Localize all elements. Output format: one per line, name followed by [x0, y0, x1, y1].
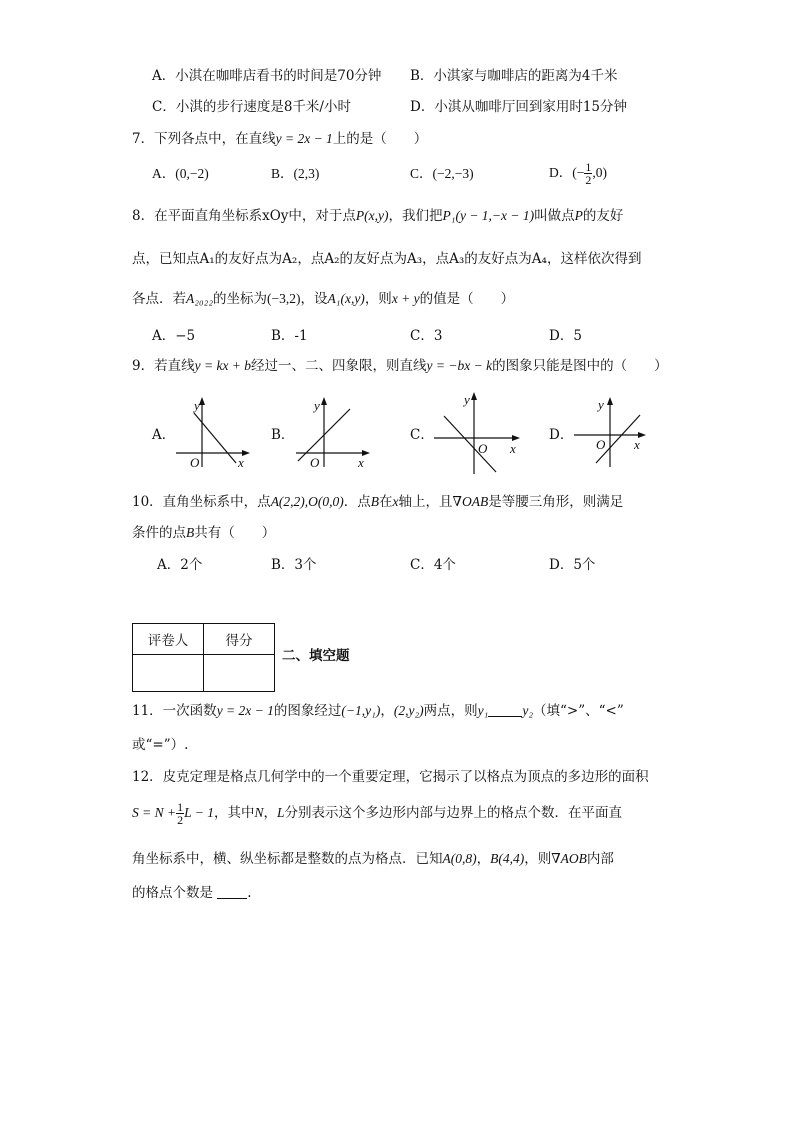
q6-option-d: D．小淇从咖啡厅回到家用时15分钟: [410, 99, 628, 115]
q7-stem: 7．下列各点中，在直线y = 2x − 1上的是（ ）: [132, 131, 428, 147]
score-table: [132, 623, 275, 692]
q10-option-d: D．5个: [549, 557, 596, 573]
q12-answer-blank[interactable]: [217, 886, 247, 899]
q11-answer-blank[interactable]: [488, 704, 522, 717]
svg-text:x: x: [634, 437, 640, 452]
score-cell: [204, 655, 275, 692]
q9-option-b-label: B．: [271, 427, 295, 443]
q6-option-a: A．小淇在咖啡店看书的时间是70分钟: [152, 68, 382, 84]
q7-option-a: A．(0,−2): [152, 166, 209, 181]
q9-option-a-label: A．: [152, 427, 176, 443]
svg-text:O: O: [478, 441, 488, 456]
q11-line-1: 11．一次函数y = 2x − 1的图象经过(−1,y₁)，(2,y₂)两点，则y₁ y₂（填“>”、“<”: [132, 703, 624, 719]
q9-option-d-label: D．: [549, 427, 574, 443]
svg-text:y: y: [194, 398, 200, 413]
q12-line-1: 12．皮克定理是格点几何学中的一个重要定理，它揭示了以格点为顶点的多边形的面积: [132, 769, 649, 785]
q12-line-4: 的格点个数是 .: [132, 885, 252, 901]
q8-option-b: B．-1: [271, 328, 308, 344]
graph-line: [444, 416, 496, 472]
svg-text:x: x: [358, 455, 364, 470]
svg-text:y: y: [464, 392, 470, 407]
svg-text:O: O: [310, 455, 320, 470]
q7-option-d: D．(− $\frac{1}{2}$ ,0): [549, 160, 607, 188]
q12-line-3: 角坐标系中，横、纵坐标都是整数的点为格点．已知A(0,8)，B(4,4)，则∇AOB内部: [132, 851, 614, 867]
graph-line: [194, 413, 236, 463]
q8-option-d: D．5: [549, 328, 582, 344]
score-header: 得分: [204, 624, 275, 655]
q7-equation: y = 2x − 1: [275, 131, 333, 146]
q9-option-c-label: C．: [410, 427, 434, 443]
q8-line-2: 点，已知点A₁的友好点为A₂，点A₂的友好点为A₃，点A₃的友好点为A₄，这样依次得到: [132, 251, 642, 267]
q9-graph-b: [292, 395, 374, 470]
q8-option-c: C．3: [410, 328, 443, 344]
q11-line-2: 或“=”）.: [132, 737, 189, 753]
section-title: 二、填空题: [282, 648, 350, 664]
q6-option-b: B．小淇家与咖啡店的距离为4千米: [410, 68, 618, 84]
grader-cell: [133, 655, 204, 692]
q10-option-b: B．3个: [271, 557, 317, 573]
svg-text:y: y: [314, 398, 320, 413]
q12-line-2: S = N + $\frac{1}{2}$ L − 1，其中N，L分别表示这个多边形内部与边界上的格点个数．在平面直: [132, 800, 623, 827]
q9-stem: 9．若直线y = kx + b经过一、二、四象限，则直线y = −bx − k的图象只能是图中的（ ）: [132, 358, 668, 374]
q10-line-1: 10．直角坐标系中，点A(2,2),O(0,0)．点B在x轴上，且∇OAB是等腰三角形，则满足: [132, 494, 624, 510]
svg-text:x: x: [238, 455, 244, 470]
q10-line-2: 条件的点B共有（ ）: [132, 525, 276, 541]
svg-text:x: x: [510, 441, 516, 456]
q8-line-3: 各点．若A₂₀₂₂的坐标为(−3,2)，设A₁(x,y)，则x + y的值是（ ）: [132, 291, 515, 307]
q7-option-b: B．(2,3): [271, 166, 320, 181]
q9-graph-a: [172, 395, 252, 470]
q10-option-a: A．2个: [157, 557, 203, 573]
q8-option-a: A．−5: [152, 328, 196, 344]
q9-graph-d: [570, 395, 652, 470]
svg-text:y: y: [598, 397, 604, 412]
q7-option-c: C．(−2,−3): [410, 166, 474, 181]
q10-option-c: C．4个: [410, 557, 456, 573]
svg-text:O: O: [596, 437, 606, 452]
q7-fraction: $\frac{1}{2}$: [585, 160, 592, 188]
grader-header: 评卷人: [133, 624, 204, 655]
svg-text:O: O: [190, 455, 200, 470]
q6-option-c: C．小淇的步行速度是8千米/小时: [152, 99, 351, 115]
q8-line-1: 8．在平面直角坐标系xOy中，对于点P(x,y)，我们把P₁(y − 1,−x − 1)叫做点P的友好: [132, 208, 624, 224]
q9-graph-c: [430, 390, 525, 478]
q12-fraction: $\frac{1}{2}$: [177, 800, 184, 827]
